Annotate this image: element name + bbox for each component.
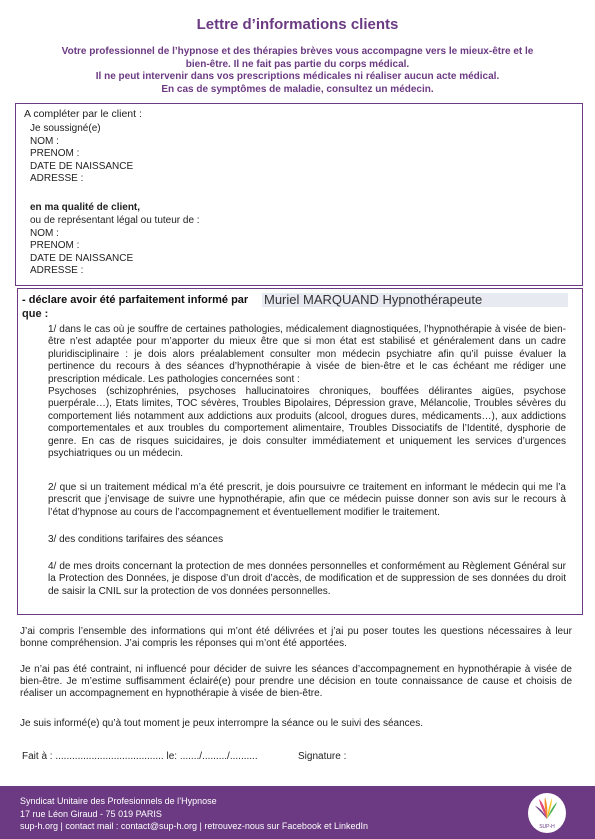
interruption-paragraph: Je suis informé(e) qu’à tout moment je peux interrompre la séance ou le suivi des séances. [20,718,423,729]
declaration-lead: - déclare avoir été parfaitement informé par [22,294,249,306]
legal-field-adresse[interactable]: ADRESSE : [30,265,84,277]
footer [0,786,595,839]
legal-field-prenom[interactable]: PRENOM : [30,240,80,252]
legal-rep-label: ou de représentant légal ou tuteur de : [30,215,200,226]
declaration-que: que : [22,308,49,320]
declaration-point-4: 4/ de mes droits concernant la protection de mes données personnelles et conformément au Règlement Général sur la Protection des Données, je dispose d’un droit d’accès, de modification et de suppression de ses données du droit de saisir la CNIL sur la protection de vos données personnelles. [48,561,566,597]
legal-field-nom[interactable]: NOM : [30,227,59,239]
practitioner-field[interactable]: Muriel MARQUAND Hypnothérapeute [262,293,568,307]
intro-line: Il ne peut intervenir dans vos prescriptions médicales ni réaliser aucun acte médical. [95,71,500,83]
field-label-soussigne[interactable]: Je soussigné(e) [30,123,101,134]
signature-field[interactable]: Signature : [298,751,347,762]
client-box-header: A compléter par le client : [24,108,142,120]
field-label-adresse[interactable]: ADRESSE : [30,173,84,185]
place-date-field[interactable]: Fait à : ....................................... le: ......./........./.......... [22,751,258,762]
consent-paragraph: Je n’ai pas été contraint, ni influencé pour décider de suivre les séances d’accompagnement en hypnothérapie à visée de bien-être. Je m’estime suffisamment éclairé(e) pour prendre une décision en toute connaissance de cause et choisis de réaliser un accompagnement en hypnothérapie à visée de bien-être. [20,664,572,700]
client-quality: en ma qualité de client, [30,202,141,213]
intro-line: Votre professionnel de l’hypnose et des thérapies brèves vous accompagne vers le mieux-être et le [61,46,534,57]
field-label-nom[interactable]: NOM : [30,135,59,147]
page-title: Lettre d’informations clients [196,16,399,33]
footer-address: 17 rue Léon Giraud - 75 019 PARIS [20,809,162,819]
declaration-point-2: 2/ que si un traitement médical m’a été prescrit, je dois poursuivre ce traitement en informant le médecin qui me l’a prescrit que j’envisage de suivre une hypnothérapie, afin que ce médecin puisse donner son avis sur le recours à l’état d’hypnose au cours de l’accompagnement et éventuellement modifier le traitement. [48,482,566,518]
understanding-paragraph: J’ai compris l’ensemble des informations qui m’ont été délivrées et j’ai pu poser toutes les questions nécessaires à leur bonne compréhension. J’ai compris les réponses qui m’ont été apportées. [20,626,572,650]
footer-org-name: Syndicat Unitaire des Profesionnels de l’Hypnose [20,796,217,806]
declaration-point-3: 3/ des conditions tarifaires des séances [48,534,224,545]
legal-fields [30,215,200,278]
intro-line: En cas de symptômes de maladie, consultez un médecin. [161,83,434,95]
suph-logo-icon [528,793,566,833]
field-label-date-naissance[interactable]: DATE DE NAISSANCE [30,160,134,172]
client-info-box [15,103,583,286]
declaration-box [17,288,583,615]
client-fields [30,123,133,186]
footer-contact[interactable]: sup-h.org | contact mail : contact@sup-h.org | retrouvez-nous sur Facebook et LinkedIn [20,821,368,831]
legal-field-date-naissance[interactable]: DATE DE NAISSANCE [30,252,134,264]
declaration-pathologies: Psychoses (schizophrénies, psychoses hallucinatoires chroniques, bouffées délirantes aigües, psychose puerpérale…), Etats limites, TOC sévères, Troubles Bipolaires, Dépression grave, Mélancolie, Troubles sévères du comportement liés notamment aux addictions aux produits (alcool, drogues dures, médicaments…), aux addictions comportementales et aux troubles du comportement alimentaire, Troubles Dissociatifs de l’Identité, dysphorie de genre. En cas de risques suicidaires, je dois consulter immédiatement et uniquement les services d’urgences psychiatriques ou un médecin. [48,386,566,460]
field-label-prenom[interactable]: PRENOM : [30,148,80,160]
intro-notice [40,46,555,96]
logo-text: SUP-H [539,824,555,830]
declaration-point-1: 1/ dans le cas où je souffre de certaines pathologies, médicalement diagnostiquées, l’hypnothérapie à visée de bien-être n’est adaptée pour m’apporter du mieux être que si mon état est stabilisé et généralement dans un cadre pluridisciplinaire : je dois alors préalablement consulter mon médecin psychiatre afin qu’il puisse évaluer la pertinence du recours à des séances d’hypnothérapie à visée de bien-être et le cas échéant me rédiger une prescription médicale. Les pathologies concernées sont : [48,324,566,385]
intro-line: bien-être. Il ne fait pas partie du corps médical. [185,58,410,70]
suph-logo-graphic [528,793,566,833]
